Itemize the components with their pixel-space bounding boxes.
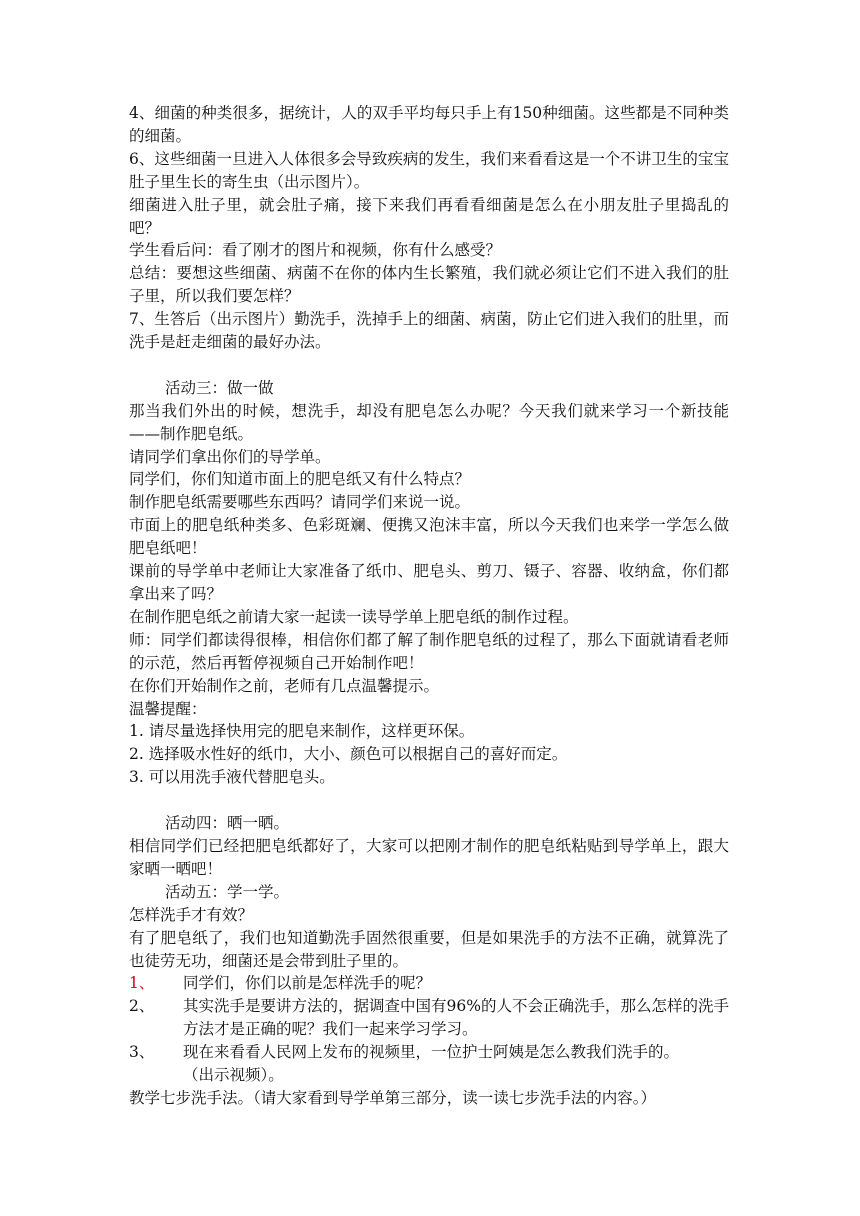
item-number: 3、: [129, 1043, 155, 1062]
paragraph: 请同学们拿出你们的导学单。: [129, 447, 331, 466]
paragraph: 6、这些细菌一旦进入人体很多会导致疾病的发生，我们来看看这是一个不讲卫生的宝宝肚子里生长的寄生虫（出示图片）。: [129, 149, 729, 191]
paragraph: 教学七步洗手法。（请大家看到导学单第三部分，读一读七步洗手法的内容。）: [129, 1088, 657, 1107]
paragraph: 在制作肥皂纸之前请大家一起读一读导学单上肥皂纸的制作过程。: [129, 607, 579, 626]
paragraph: 学生看后问：看了刚才的图片和视频，你有什么感受？: [129, 241, 502, 260]
paragraph: 那当我们外出的时候，想洗手，却没有肥皂怎么办呢？今天我们就来学习一个新技能——制作肥皂纸。: [129, 401, 729, 443]
item-text-line: 现在来看看人民网上发布的视频里，一位护士阿姨是怎么教我们洗手的。: [183, 1043, 680, 1062]
paragraph: 细菌进入肚子里，就会肚子痛，接下来我们再看看细菌是怎么在小朋友肚子里捣乱的吧？: [129, 195, 729, 237]
numbered-item-3: [129, 1041, 729, 1087]
numbered-item-2: [129, 995, 729, 1041]
paragraph: 相信同学们已经把肥皂纸都好了，大家可以把刚才制作的肥皂纸粘贴到导学单上，跟大家晒一晒吧！: [129, 836, 729, 878]
section-heading-activity-3: 活动三：做一做: [165, 378, 274, 397]
paragraph: 市面上的肥皂纸种类多、色彩斑斓、便携又泡沫丰富，所以今天我们也来学一学怎么做肥皂纸吧！: [129, 516, 729, 558]
paragraph: 在你们开始制作之前，老师有几点温馨提示。: [129, 676, 440, 695]
document-body: [129, 102, 729, 1110]
section-heading-activity-4: 活动四：晒一晒。: [165, 814, 290, 833]
tip-item: 2. 选择吸水性好的纸巾，大小、颜色可以根据自己的喜好而定。: [129, 745, 568, 764]
paragraph: 课前的导学单中老师让大家准备了纸巾、肥皂头、剪刀、镊子、容器、收纳盒，你们都拿出来了吗？: [129, 562, 729, 604]
tip-item: 3. 可以用洗手液代替肥皂头。: [129, 768, 335, 787]
paragraph: 7、生答后（出示图片）勤洗手，洗掉手上的细菌、病菌，防止它们进入我们的肚里，而洗手是赶走细菌的最好办法。: [129, 310, 729, 352]
blank-line: [129, 354, 729, 377]
section-heading-activity-5: 活动五：学一学。: [165, 882, 290, 901]
paragraph: 师：同学们都读得很棒，相信你们都了解了制作肥皂纸的过程了，那么下面就请看老师的示范，然后再暂停视频自己开始制作吧！: [129, 630, 729, 672]
paragraph: 有了肥皂纸了，我们也知道勤洗手固然很重要，但是如果洗手的方法不正确，就算洗了也徒劳无功，细菌还是会带到肚子里的。: [129, 928, 729, 970]
item-text-continuation: （出示视频）。: [183, 1066, 284, 1085]
item-number: 2、: [129, 997, 155, 1016]
blank-line: [129, 789, 729, 812]
tips-heading: 温馨提醒：: [129, 699, 207, 718]
item-text: 其实洗手是要讲方法的，据调查中国有96%的人不会正确洗手，那么怎样的洗手方法才是正确的呢？我们一起来学习学习。: [183, 997, 729, 1039]
numbered-item-1: [129, 972, 729, 995]
paragraph: 总结：要想这些细菌、病菌不在你的体内生长繁殖，我们就必须让它们不进入我们的肚子里，所以我们要怎样？: [129, 264, 729, 306]
tip-item: 1. 请尽量选择快用完的肥皂来制作，这样更环保。: [129, 722, 475, 741]
paragraph: 怎样洗手才有效？: [129, 905, 254, 924]
paragraph: 4、细菌的种类很多，据统计，人的双手平均每只手上有150种细菌。这些都是不同种类的细菌。: [129, 104, 729, 145]
paragraph: 制作肥皂纸需要哪些东西吗？请同学们来说一说。: [129, 493, 471, 512]
paragraph: 同学们，你们知道市面上的肥皂纸又有什么特点？: [129, 470, 471, 489]
item-text: [183, 1041, 729, 1087]
item-text: 同学们，你们以前是怎样洗手的呢？: [183, 974, 432, 993]
item-number: 1、: [129, 974, 155, 993]
